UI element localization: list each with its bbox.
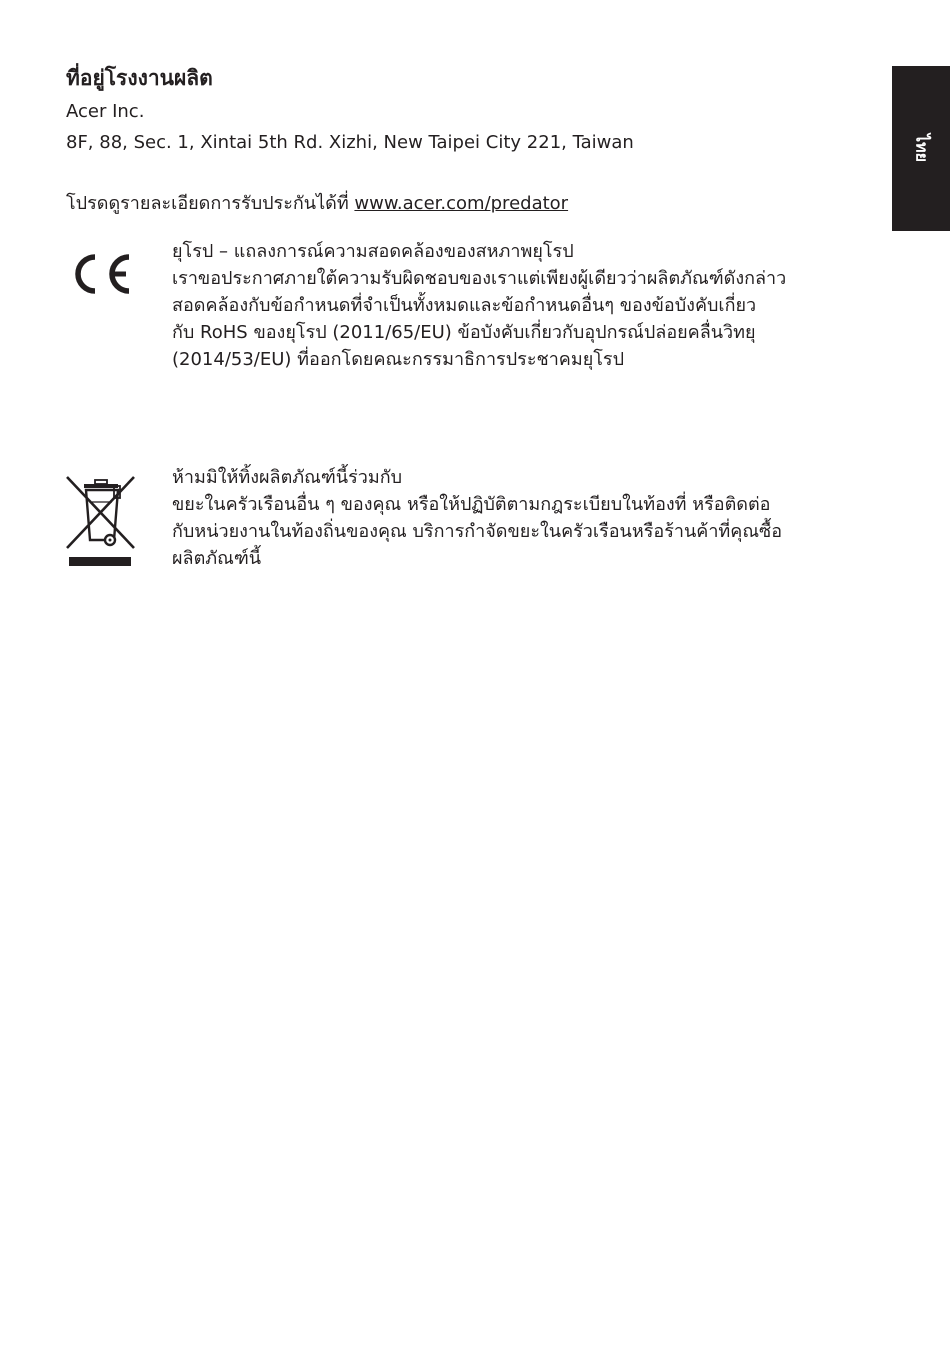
language-tab — [892, 66, 950, 231]
weee-line: ผลิตภัณฑ์นี้ — [172, 548, 262, 569]
manufacturer-address: 8F, 88, Sec. 1, Xintai 5th Rd. Xizhi, New Taipei City 221, Taiwan — [66, 132, 634, 153]
warranty-text: โปรดดูรายละเอียดการรับประกันได้ที่ — [66, 193, 355, 214]
ce-declaration — [172, 238, 892, 373]
ce-line: กับ RoHS ของยุโรป (2011/65/EU) ข้อบังคับเกี่ยวกับอุปกรณ์ปล่อยคลื่นวิทยุ — [172, 322, 756, 343]
warranty-link[interactable]: www.acer.com/predator — [354, 193, 569, 214]
crossed-out-wheelie-bin-icon — [64, 472, 138, 568]
ce-line: ยุโรป – แถลงการณ์ความสอดคล้องของสหภาพยุโรป — [172, 241, 574, 262]
ce-line: เราขอประกาศภายใต้ความรับผิดชอบของเราแต่เพียงผู้เดียวว่าผลิตภัณฑ์ดังกล่าว — [172, 268, 787, 289]
manufacturer-name: Acer Inc. — [66, 101, 145, 122]
weee-disposal-notice — [172, 464, 892, 572]
ce-mark-icon — [66, 252, 132, 296]
language-tab-label: ไทย — [912, 134, 932, 162]
page-title: ที่อยู่โรงงานผลิต — [66, 66, 213, 90]
weee-line: ห้ามมิให้ทิ้งผลิตภัณฑ์นี้ร่วมกับ — [172, 467, 403, 488]
ce-line: สอดคล้องกับข้อกำหนดที่จำเป็นทั้งหมดและข้อกำหนดอื่นๆ ของข้อบังคับเกี่ยว — [172, 295, 757, 316]
weee-line: ขยะในครัวเรือนอื่น ๆ ของคุณ หรือให้ปฏิบัติตามกฎระเบียบในท้องที่ หรือติดต่อ — [172, 494, 771, 515]
weee-line: กับหน่วยงานในท้องถิ่นของคุณ บริการกำจัดขยะในครัวเรือนหรือร้านค้าที่คุณซื้อ — [172, 521, 783, 542]
ce-line: (2014/53/EU) ที่ออกโดยคณะกรรมาธิการประชาคมยุโรป — [172, 349, 625, 370]
warranty-note — [66, 192, 568, 216]
